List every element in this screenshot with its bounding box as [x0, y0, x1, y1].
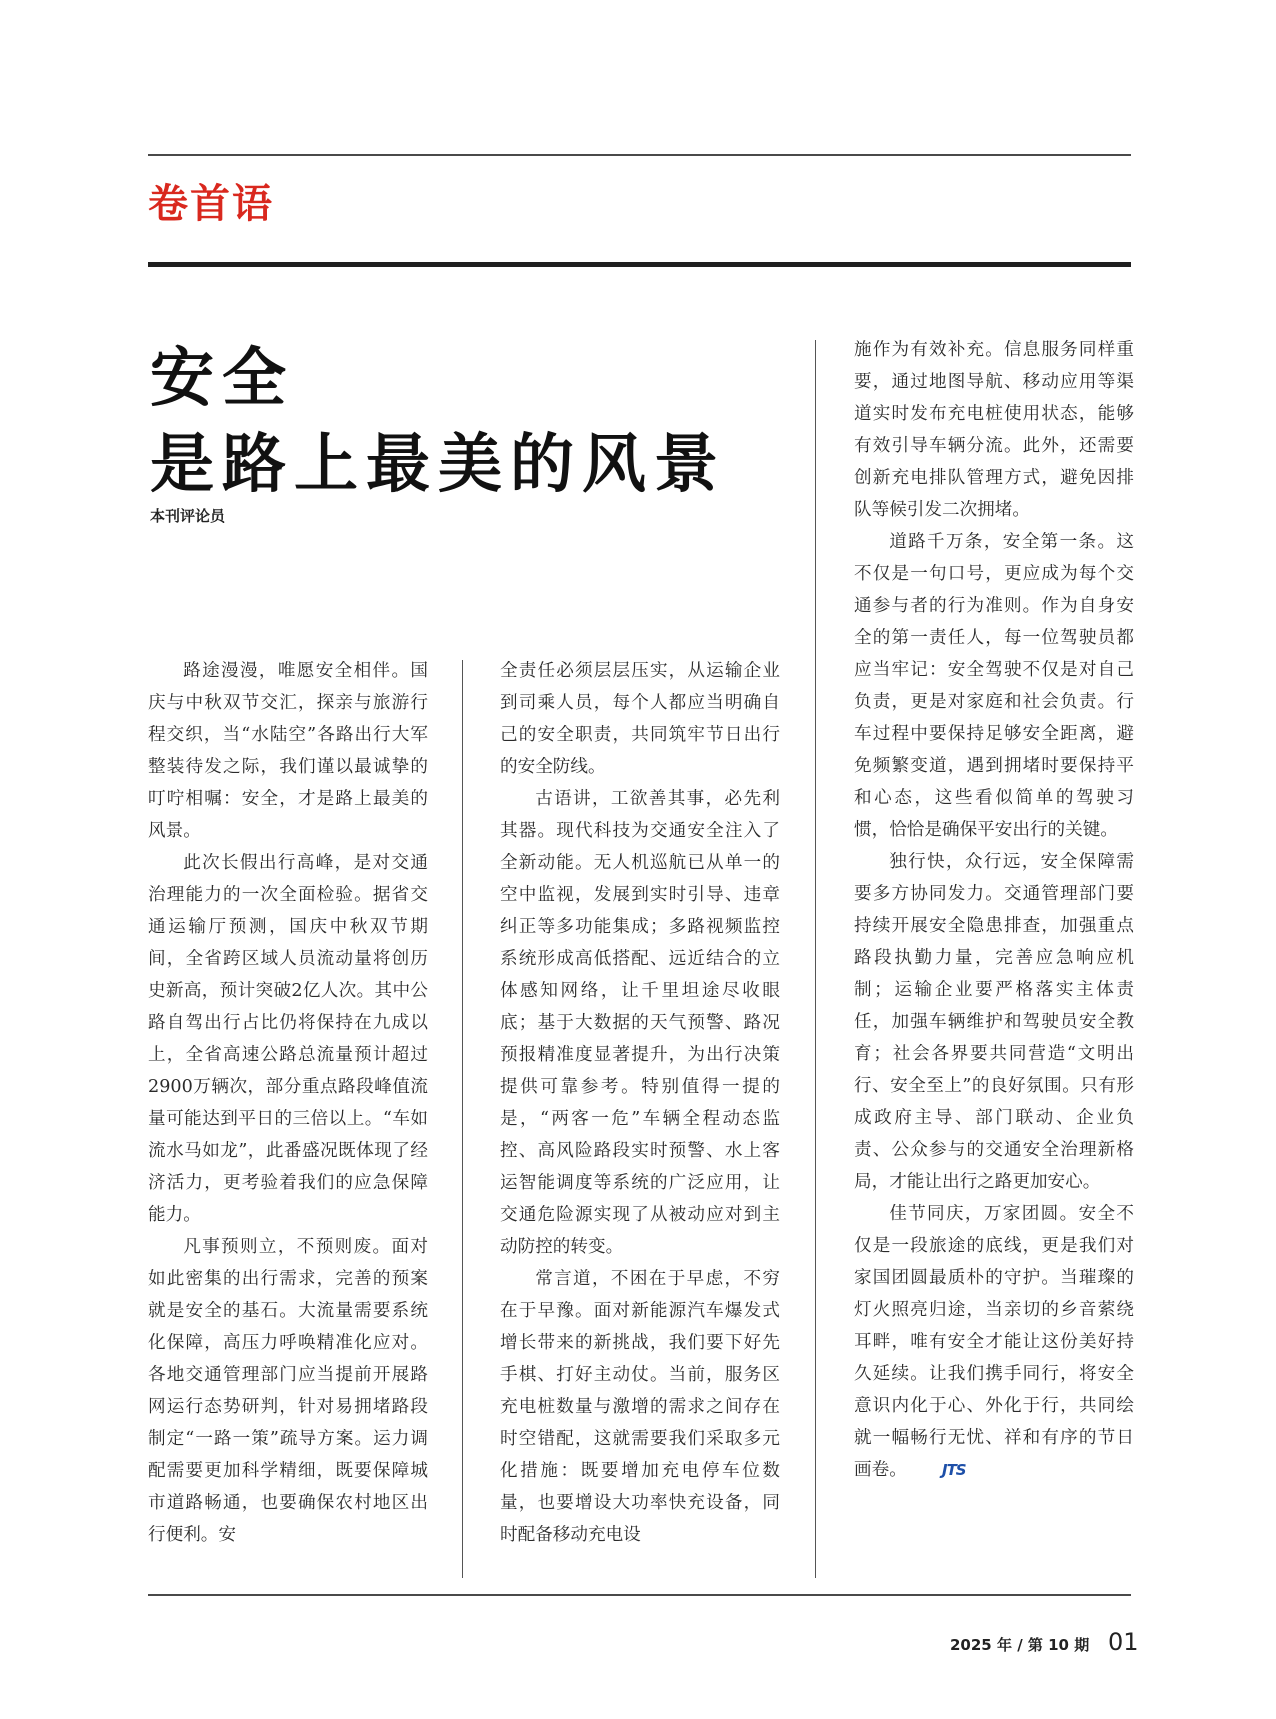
- header-divider: [148, 262, 1131, 267]
- paragraph: 施作为有效补充。信息服务同样重要，通过地图导航、移动应用等渠道实时发布充电桩使用状态，能够有效引导车辆分流。此外，还需要创新充电排队管理方式，避免因排队等候引发二次拥堵。: [854, 340, 1134, 520]
- paragraph-final: [854, 1198, 1134, 1486]
- section-title: 卷首语: [148, 180, 274, 227]
- final-paragraph-text: 佳节同庆，万家团圆。安全不仅是一段旅途的底线，更是我们对家国团圆最质朴的守护。当璀璨的灯火照亮归途，当亲切的乡音萦绕耳畔，唯有安全才能让这份美好持久延续。让我们携手同行，将安全意识内化于心、外化于行，共同绘就一幅畅行无忧、祥和有序的节日画卷。: [854, 1204, 1134, 1480]
- column-1: [148, 655, 428, 1551]
- column-2: [500, 655, 780, 1551]
- article-title: [150, 336, 726, 508]
- title-line-2: 是路上最美的风景: [150, 428, 726, 502]
- paragraph: 全责任必须层层压实，从运输企业到司乘人员，每个人都应当明确自己的安全职责，共同筑牢节日出行的安全防线。: [500, 661, 780, 777]
- paragraph: 独行快，众行远，安全保障需要多方协同发力。交通管理部门要持续开展安全隐患排查，加强重点路段执勤力量，完善应急响应机制；运输企业要严格落实主体责任，加强车辆维护和驾驶员安全教育；社会各界要共同营造“文明出行、安全至上”的良好氛围。只有形成政府主导、部门联动、企业负责、公众参与的交通安全治理新格局，才能让出行之路更加安心。: [854, 852, 1134, 1192]
- title-line-1: 安全: [150, 342, 294, 416]
- column-divider: [815, 340, 816, 1578]
- end-mark-logo: JTS: [941, 1461, 966, 1479]
- paragraph: 常言道，不困在于早虑，不穷在于早豫。面对新能源汽车爆发式增长带来的新挑战，我们要下好先手棋、打好主动仗。当前，服务区充电桩数量与激增的需求之间存在时空错配，这就需要我们采取多元化措施：既要增加充电停车位数量，也要增设大功率快充设备，同时配备移动充电设: [500, 1269, 780, 1545]
- top-rule: [148, 154, 1131, 156]
- paragraph: 古语讲，工欲善其事，必先利其器。现代科技为交通安全注入了全新动能。无人机巡航已从单一的空中监视，发展到实时引导、违章纠正等多功能集成；多路视频监控系统形成高低搭配、远近结合的立体感知网络，让千里坦途尽收眼底；基于大数据的天气预警、路况预报精准度显著提升，为出行决策提供可靠参考。特别值得一提的是，“两客一危”车辆全程动态监控、高风险路段实时预警、水上客运智能调度等系统的广泛应用，让交通危险源实现了从被动应对到主动防控的转变。: [500, 789, 780, 1257]
- column-3: [854, 334, 1134, 1486]
- paragraph: 凡事预则立，不预则废。面对如此密集的出行需求，完善的预案就是安全的基石。大流量需要系统化保障，高压力呼唤精准化应对。各地交通管理部门应当提前开展路网运行态势研判，针对易拥堵路段制定“一路一策”疏导方案。运力调配需要更加科学精细，既要保障城市道路畅通，也要确保农村地区出行便利。安: [148, 1237, 428, 1545]
- paragraph: 道路千万条，安全第一条。这不仅是一句口号，更应成为每个交通参与者的行为准则。作为自身安全的第一责任人，每一位驾驶员都应当牢记：安全驾驶不仅是对自己负责，更是对家庭和社会负责。行车过程中要保持足够安全距离，避免频繁变道，遇到拥堵时要保持平和心态，这些看似简单的驾驶习惯，恰恰是确保平安出行的关键。: [854, 532, 1134, 840]
- article-author: 本刊评论员: [150, 507, 226, 525]
- bottom-rule: [148, 1594, 1131, 1596]
- page-number: 01: [1108, 1628, 1139, 1656]
- paragraph: 路途漫漫，唯愿安全相伴。国庆与中秋双节交汇，探亲与旅游行程交织，当“水陆空”各路出行大军整装待发之际，我们谨以最诚挚的叮咛相嘱：安全，才是路上最美的风景。: [148, 661, 428, 841]
- column-divider: [462, 660, 463, 1578]
- issue-label: 2025 年 / 第 10 期: [950, 1636, 1090, 1654]
- paragraph: 此次长假出行高峰，是对交通治理能力的一次全面检验。据省交通运输厅预测，国庆中秋双节期间，全省跨区域人员流动量将创历史新高，预计突破2亿人次。其中公路自驾出行占比仍将保持在九成以上，全省高速公路总流量预计超过2900万辆次，部分重点路段峰值流量可能达到平日的三倍以上。“车如流水马如龙”，此番盛况既体现了经济活力，更考验着我们的应急保障能力。: [148, 853, 428, 1225]
